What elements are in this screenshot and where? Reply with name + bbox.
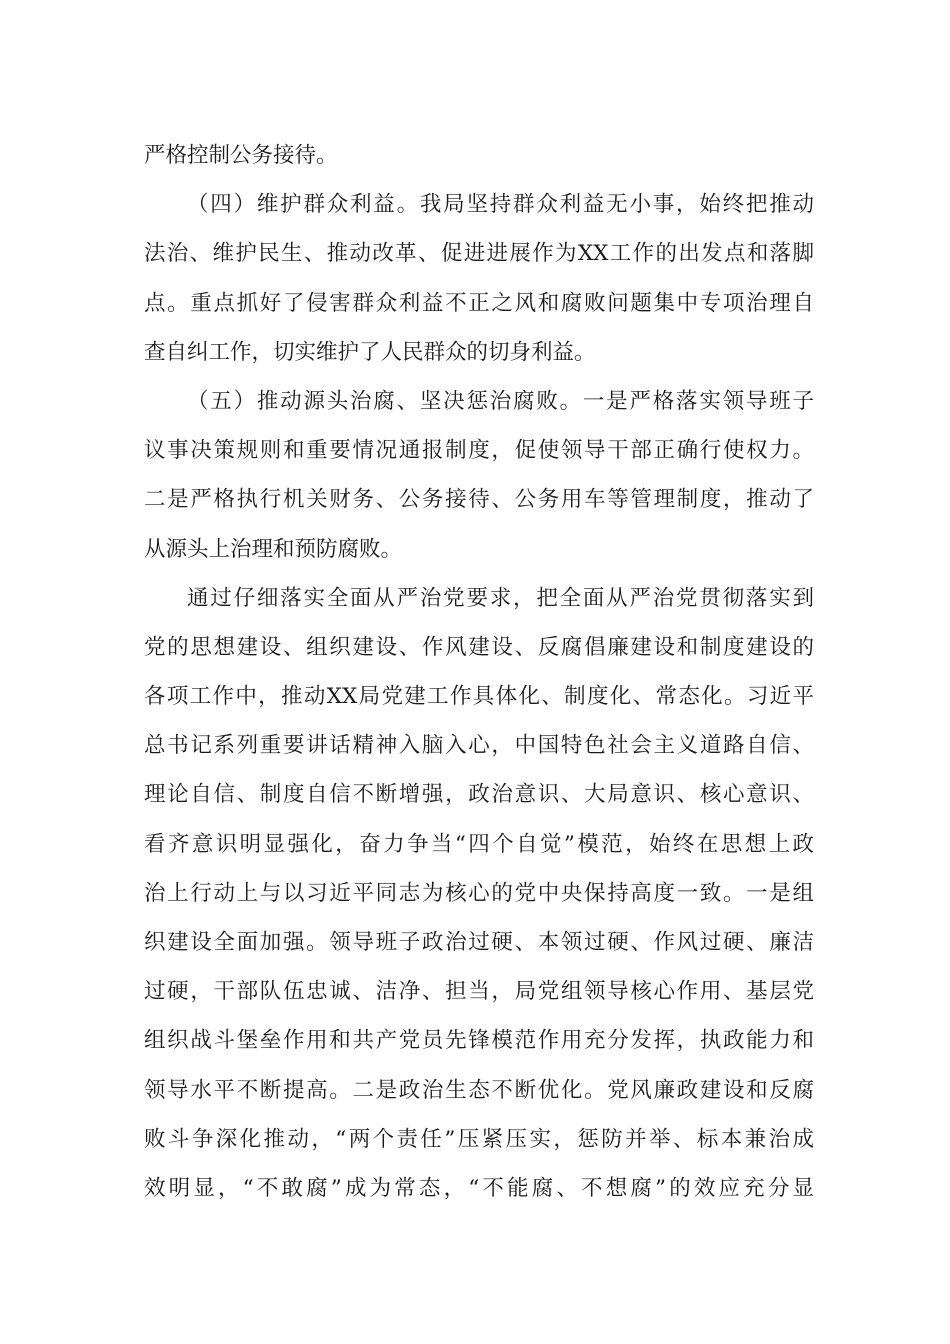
text-line: 总书记系列重要讲话精神入脑入心，中国特色社会主义道路自信、: [144, 733, 814, 759]
text-line: 法治、维护民生、推动改革、促进进展作为XX工作的出发点和落脚: [144, 241, 814, 267]
text-line: 从源头上治理和预防腐败。: [144, 536, 403, 562]
text-line: 点。重点抓好了侵害群众利益不正之风和腐败问题集中专项治理自: [144, 290, 814, 316]
text-line: 组织战斗堡垒作用和共产党员先锋模范作用充分发挥，执政能力和: [144, 1028, 814, 1054]
text-line: 过硬，干部队伍忠诚、洁净、担当，局党组领导核心作用、基层党: [144, 979, 814, 1005]
text-line: 败斗争深化推动，“两个责任”压紧压实，惩防并举、标本兼治成: [144, 1126, 814, 1152]
text-line: 议事决策规则和重要情况通报制度，促使领导干部正确行使权力。: [144, 438, 814, 464]
text-line: 织建设全面加强。领导班子政治过硬、本领过硬、作风过硬、廉洁: [144, 930, 814, 955]
text-line: 看齐意识明显强化，奋力争当“四个自觉”模范，始终在思想上政: [144, 831, 814, 857]
text-line: 党的思想建设、组织建设、作风建设、反腐倡廉建设和制度建设的: [144, 634, 814, 660]
text-line: 通过仔细落实全面从严治党要求，把全面从严治党贯彻落实到: [187, 585, 814, 611]
text-line: （四）维护群众利益。我局坚持群众利益无小事，始终把推动: [187, 192, 814, 218]
text-line: 理论自信、制度自信不断增强，政治意识、大局意识、核心意识、: [144, 782, 814, 808]
text-line: 效明显，“不敢腐”成为常态，“不能腐、不想腐”的效应充分显: [144, 1175, 814, 1201]
text-line: 领导水平不断提高。二是政治生态不断优化。党风廉政建设和反腐: [144, 1077, 814, 1103]
body-text: [144, 131, 814, 1213]
text-line: （五）推动源头治腐、坚决惩治腐败。一是严格落实领导班子: [187, 388, 814, 414]
text-line: 治上行动上与以习近平同志为核心的党中央保持高度一致。一是组: [144, 880, 814, 906]
text-line: 查自纠工作，切实维护了人民群众的切身利益。: [144, 339, 596, 365]
text-line: 二是严格执行机关财务、公务接待、公务用车等管理制度，推动了: [144, 487, 814, 513]
text-line: 各项工作中，推动XX局党建工作具体化、制度化、常态化。习近平: [144, 684, 814, 710]
text-line: 严格控制公务接待。: [144, 143, 338, 168]
